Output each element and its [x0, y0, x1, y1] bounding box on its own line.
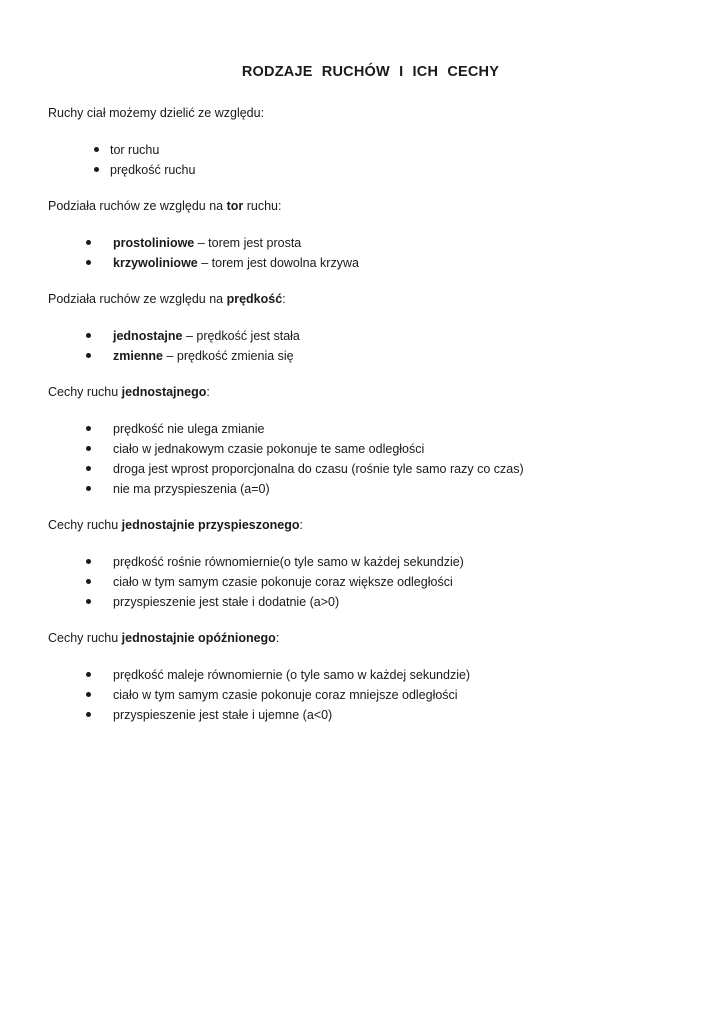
bullet-icon [86, 712, 91, 717]
section-heading-opozniony: Cechy ruchu jednostajnie opóźnionego: [48, 631, 280, 645]
list-item: nie ma przyspieszenia (a=0) [48, 479, 681, 499]
list-item: przyspieszenie jest stałe i ujemne (a<0) [48, 705, 681, 725]
list-item: przyspieszenie jest stałe i dodatnie (a>0) [48, 592, 681, 612]
bullet-icon [94, 167, 99, 172]
bullet-icon [86, 599, 91, 604]
list-item: prędkość rośnie równomiernie(o tyle samo w każdej sekundzie) [48, 552, 681, 572]
document-title: RODZAJE RUCHÓW I ICH CECHY [241, 64, 500, 80]
bullet-icon [86, 692, 91, 697]
opozniony-list [48, 665, 681, 725]
list-item: zmienne – prędkość zmienia się [48, 346, 681, 366]
list-item: prędkość nie ulega zmianie [48, 419, 681, 439]
bullet-icon [86, 353, 91, 358]
bullet-icon [86, 240, 91, 245]
jednostajny-list [48, 419, 681, 499]
list-item: prędkość ruchu [48, 160, 681, 180]
list-item: droga jest wprost proporcjonalna do czasu (rośnie tyle samo razy co czas) [48, 459, 681, 479]
list-item: jednostajne – prędkość jest stała [48, 326, 681, 346]
bullet-icon [86, 486, 91, 491]
section-heading-tor: Podziała ruchów ze względu na tor ruchu: [48, 199, 282, 213]
list-item: tor ruchu [48, 140, 681, 160]
bullet-icon [86, 466, 91, 471]
bullet-icon [94, 147, 99, 152]
bullet-icon [86, 446, 91, 451]
bullet-icon [86, 333, 91, 338]
bullet-icon [86, 579, 91, 584]
tor-list [48, 233, 681, 273]
bullet-icon [86, 426, 91, 431]
list-item: ciało w jednakowym czasie pokonuje te same odległości [48, 439, 681, 459]
intro-list [48, 140, 681, 180]
list-item: ciało w tym samym czasie pokonuje coraz większe odległości [48, 572, 681, 592]
list-item: krzywoliniowe – torem jest dowolna krzywa [48, 253, 681, 273]
list-item: ciało w tym samym czasie pokonuje coraz mniejsze odległości [48, 685, 681, 705]
bullet-icon [86, 559, 91, 564]
intro-paragraph: Ruchy ciał możemy dzielić ze względu: [48, 106, 265, 120]
przyspieszony-list [48, 552, 681, 612]
section-heading-przyspieszony: Cechy ruchu jednostajnie przyspieszonego: [48, 518, 303, 532]
list-item: prostoliniowe – torem jest prosta [48, 233, 681, 253]
section-heading-jednostajny: Cechy ruchu jednostajnego: [48, 385, 210, 399]
bullet-icon [86, 260, 91, 265]
bullet-icon [86, 672, 91, 677]
predkosc-list [48, 326, 681, 366]
section-heading-predkosc: Podziała ruchów ze względu na prędkość: [48, 292, 286, 306]
list-item: prędkość maleje równomiernie (o tyle samo w każdej sekundzie) [48, 665, 681, 685]
